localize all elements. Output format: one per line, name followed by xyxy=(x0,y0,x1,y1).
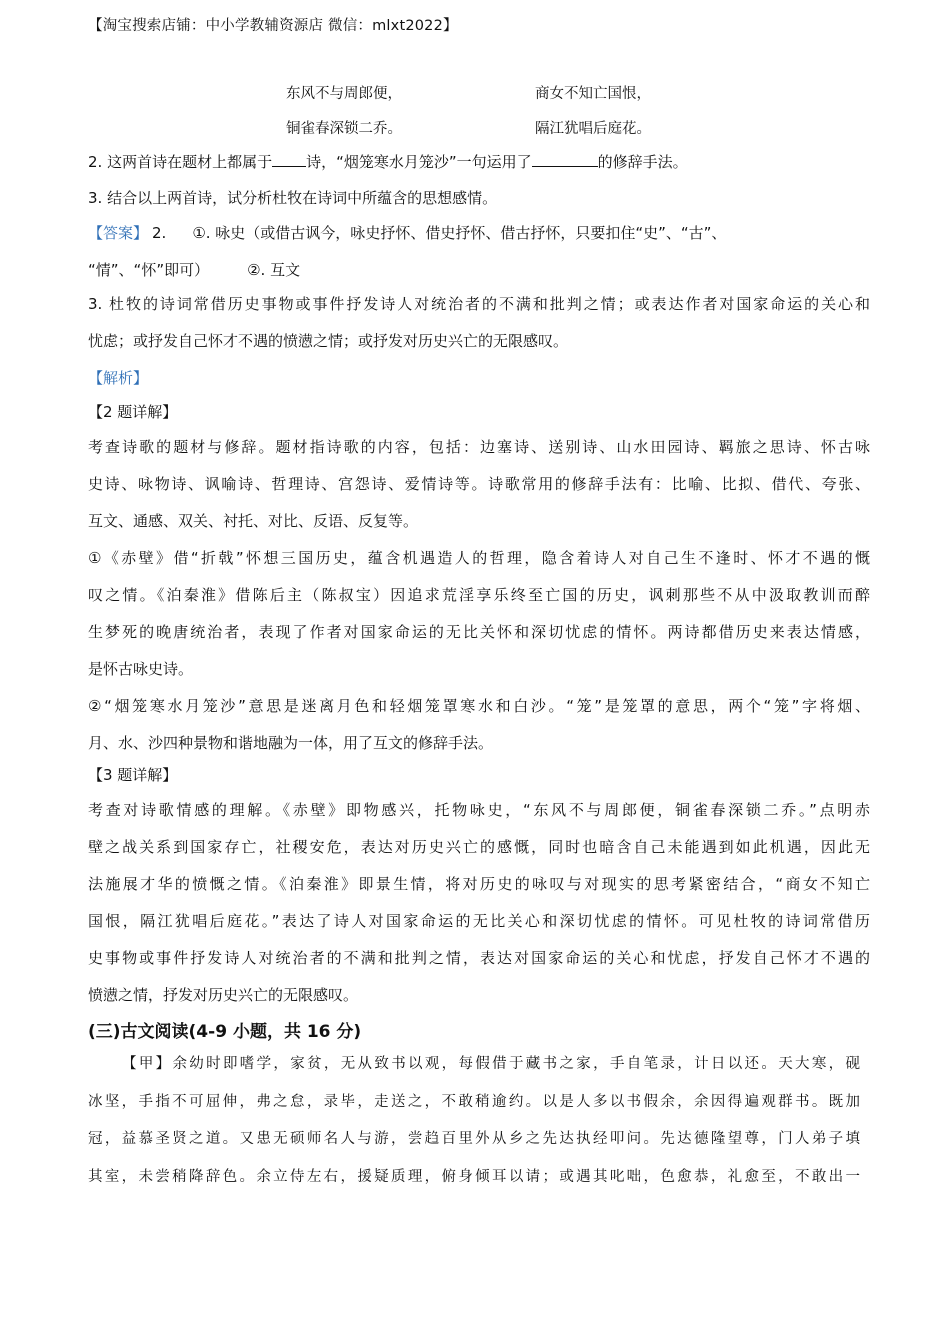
classical-text xyxy=(88,1084,860,1197)
poem-left-line-1: 东风不与周郎便， xyxy=(286,86,402,102)
answer-line-2 xyxy=(88,259,878,280)
question-2-part-b: 诗，“烟笼寒水月笼沙”一句运用了 xyxy=(306,153,532,171)
detail-2-line: 叹之情。《泊秦淮》借陈后主（陈叔宝）因追求荒淫享乐终至亡国的历史，讽刺那些不从中汲取教训而醉 xyxy=(88,586,870,604)
poem-left-line-2: 铜雀春深锁二乔。 xyxy=(286,121,402,137)
question-2-part-a: 2. 这两首诗在题材上都属于 xyxy=(88,153,273,171)
detail-2-line: 是怀古咏史诗。 xyxy=(88,660,194,678)
answer-number: 2. xyxy=(152,224,167,242)
answer-blank-1 xyxy=(272,152,306,167)
detail-2-body xyxy=(88,429,870,762)
detail-2-line: 史诗、咏物诗、讽喻诗、哲理诗、宫怨诗、爱情诗等。诗歌常用的修辞手法有：比喻、比拟、借代、夸张、 xyxy=(88,475,870,493)
detail-3-line: 史事物或事件抒发诗人对统治者的不满和批判之情，表达对国家命运的关心和忧虑，抒发自己怀才不遇的 xyxy=(88,949,870,967)
question-3: 3. 结合以上两首诗，试分析杜牧在诗词中所蕴含的思想感情。 xyxy=(88,189,498,207)
classical-text-line: 冠，益慕圣贤之道。又患无硕师名人与游，尝趋百里外从乡之先达执经叩问。先达德隆望尊，门人弟子填 xyxy=(88,1131,860,1147)
detail-2-line: 月、水、沙四种景物和谐地融为一体，用了互文的修辞手法。 xyxy=(88,734,494,752)
answer-2-part-2: ②. 互文 xyxy=(247,261,301,279)
shop-header: 【淘宝搜索店铺：中小学教辅资源店 微信：mlxt2022】 xyxy=(88,18,458,34)
detail-3-body xyxy=(88,792,870,1014)
answer-2-note: “情”、“怀”即可） xyxy=(88,261,210,279)
answer-3-line: 忧虑；或抒发自己怀才不遇的愤懑之情；或抒发对历史兴亡的无限感叹。 xyxy=(88,332,569,350)
detail-2-line: 考查诗歌的题材与修辞。题材指诗歌的内容，包括：边塞诗、送别诗、山水田园诗、羁旅之思诗、怀古咏 xyxy=(88,438,870,456)
question-2 xyxy=(88,151,878,172)
answer-3 xyxy=(88,286,870,360)
classical-text-line: 【甲】余幼时即嗜学，家贫，无从致书以观，每假借于藏书之家，手自笔录，计日以还。天大寒，砚 xyxy=(122,1056,860,1072)
classical-text-line: 冰坚，手指不可屈伸，弗之怠，录毕，走送之，不敢稍逾约。以是人多以书假余，余因得遍观群书。既加 xyxy=(88,1093,860,1110)
analysis-tag: 【解析】 xyxy=(88,369,149,387)
answer-line-1 xyxy=(88,222,878,243)
detail-2-line: ①《赤壁》借“折戟”怀想三国历史，蕴含机遇造人的哲理，隐含着诗人对自己生不逢时、怀才不遇的慨 xyxy=(88,549,870,567)
detail-2-title: 【2 题详解】 xyxy=(88,403,178,421)
detail-3-line: 壁之战关系到国家存亡，社稷安危，表达对历史兴亡的感慨，同时也暗含自己未能遇到如此机遇，因此无 xyxy=(88,838,870,856)
detail-2-line: ②“烟笼寒水月笼沙”意思是迷离月色和轻烟笼罩寒水和白沙。“笼”是笼罩的意思，两个“笼”字将烟、 xyxy=(88,697,870,715)
detail-3-line: 法施展才华的愤慨之情。《泊秦淮》即景生情，将对历史的咏叹与对现实的思考紧密结合，“商女不知亡 xyxy=(88,875,870,893)
answer-2-part-1: ①. 咏史（或借古讽今，咏史抒怀、借史抒怀、借古抒怀，只要扣住“史”、“古”、 xyxy=(192,224,727,242)
classical-text-line: 其室，未尝稍降辞色。余立侍左右，援疑质理，俯身倾耳以请；或遇其叱咄，色愈恭，礼愈至，不敢出一 xyxy=(88,1168,860,1185)
poem-right-line-2: 隔江犹唱后庭花。 xyxy=(535,121,651,137)
answer-3-line: 3. 杜牧的诗词常借历史事物或事件抒发诗人对统治者的不满和批判之情；或表达作者对国家命运的关心和 xyxy=(88,295,870,313)
detail-2-line: 生梦死的晚唐统治者，表现了作者对国家命运的无比关怀和深切忧虑的情怀。两诗都借历史来表达情感， xyxy=(88,623,870,641)
classical-text-first-line-wrap xyxy=(122,1046,860,1084)
detail-2-line: 互文、通感、双关、衬托、对比、反语、反复等。 xyxy=(88,512,419,530)
detail-3-line: 愤懑之情，抒发对历史兴亡的无限感叹。 xyxy=(88,986,359,1004)
detail-3-title: 【3 题详解】 xyxy=(88,766,178,784)
detail-3-line: 国恨，隔江犹唱后庭花。”表达了诗人对国家命运的无比关心和深切忧虑的情怀。可见杜牧的诗词常借历 xyxy=(88,912,870,930)
question-2-part-c: 的修辞手法。 xyxy=(597,153,688,171)
section-heading: (三)古文阅读(4-9 小题，共 16 分) xyxy=(88,1022,362,1042)
poem-right-line-1: 商女不知亡国恨， xyxy=(535,86,651,102)
answer-tag: 【答案】 xyxy=(88,224,149,242)
detail-3-line: 考查对诗歌情感的理解。《赤壁》即物感兴，托物咏史，“东风不与周郎便，铜雀春深锁二乔。”点明赤 xyxy=(88,801,870,819)
answer-blank-2 xyxy=(532,152,598,167)
